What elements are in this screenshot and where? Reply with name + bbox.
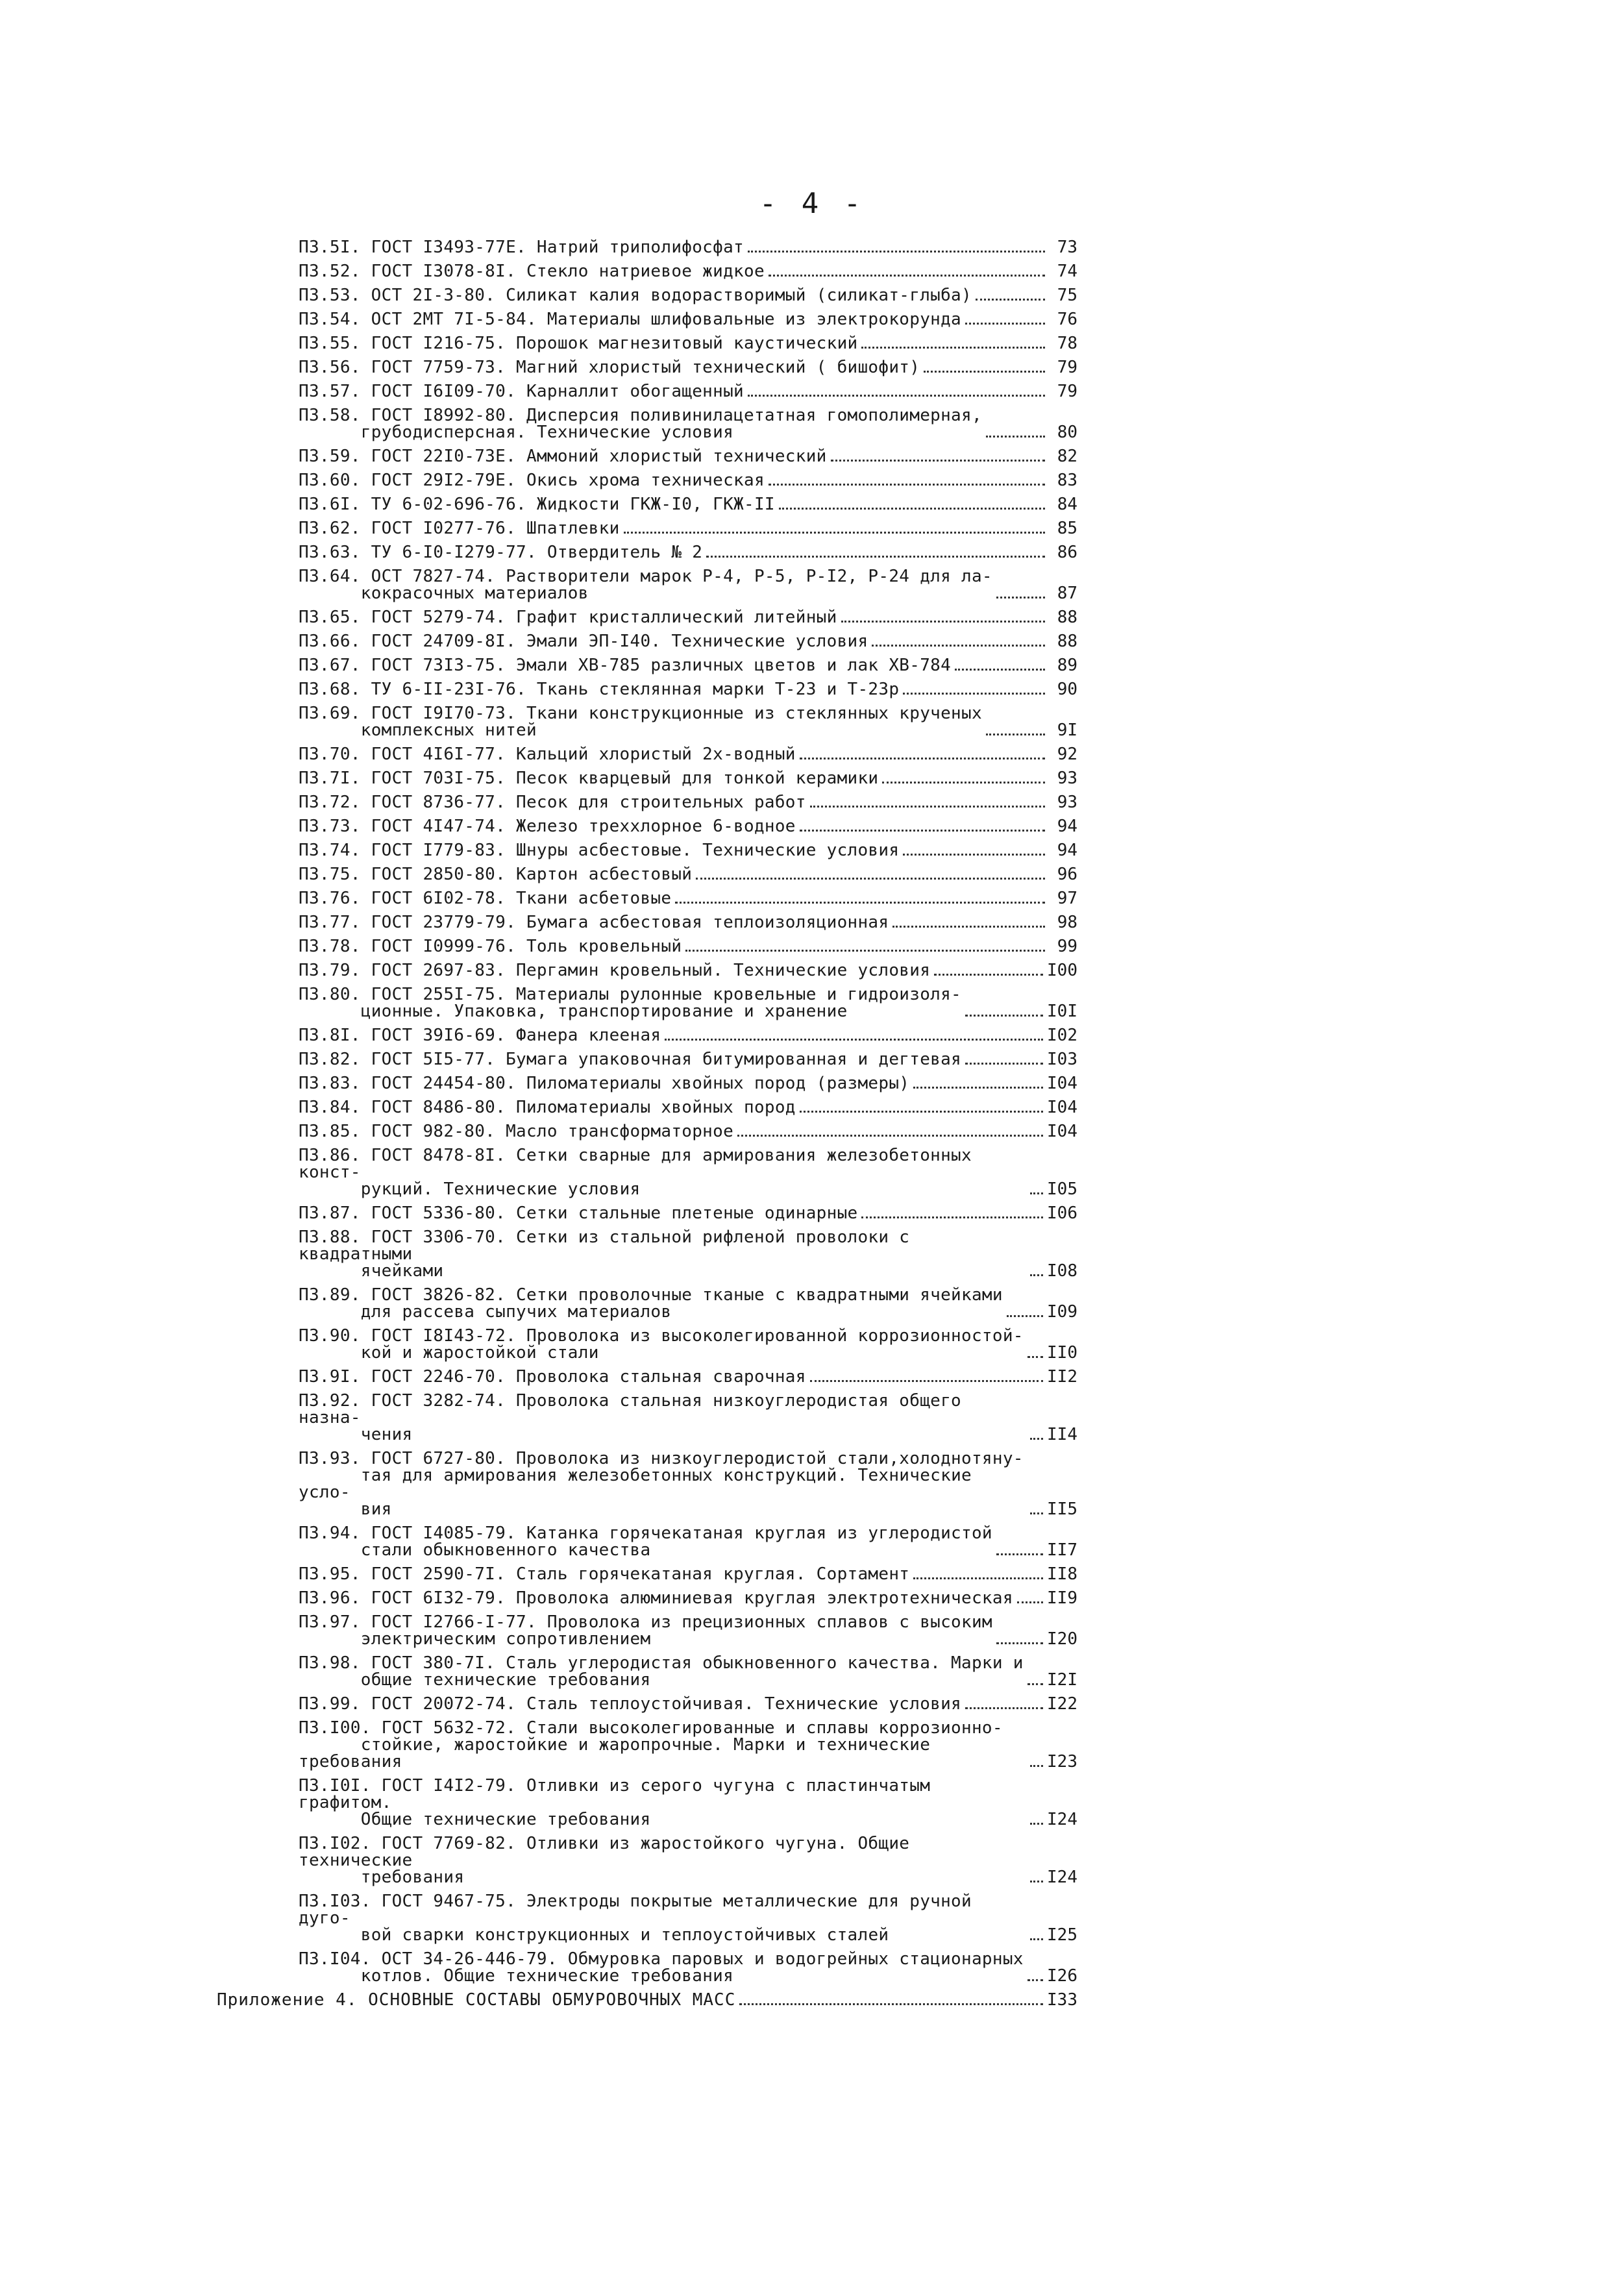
toc-entry-page: 75 bbox=[1057, 286, 1077, 305]
toc-entry bbox=[299, 1655, 1077, 1688]
toc-entry bbox=[299, 287, 1077, 304]
dot-leader bbox=[1017, 1601, 1043, 1603]
toc-entry bbox=[299, 770, 1077, 787]
toc-entry-page: 96 bbox=[1057, 865, 1077, 884]
toc-entry-title: ПЗ.90. ГОСТ I8I43-72. Проволока из высоколегированной коррозионностой- кой и жаростойкой стали bbox=[299, 1326, 1024, 1363]
toc-entry-page: II8 bbox=[1047, 1564, 1077, 1584]
appendix-entry bbox=[217, 1992, 1077, 2008]
dot-leader bbox=[1027, 1979, 1043, 1981]
toc-entry-title: ПЗ.62. ГОСТ I0277-76. Шпатлевки bbox=[299, 519, 620, 538]
dot-leader bbox=[1030, 1881, 1043, 1882]
toc-entry bbox=[299, 1590, 1077, 1607]
toc-entry-title: ПЗ.75. ГОСТ 2850-80. Картон асбестовый bbox=[299, 865, 693, 884]
dot-leader bbox=[872, 645, 1045, 647]
toc-entry bbox=[299, 1287, 1077, 1320]
toc-entry bbox=[299, 263, 1077, 280]
dot-leader bbox=[1027, 1683, 1043, 1685]
dot-leader bbox=[1007, 1315, 1043, 1317]
toc-entry bbox=[299, 657, 1077, 674]
toc-entry-page: I20 bbox=[1047, 1629, 1077, 1649]
dot-leader bbox=[996, 1642, 1043, 1644]
toc-entry-title: ПЗ.85. ГОСТ 982-80. Масло трансформаторное bbox=[299, 1122, 734, 1141]
toc-entry-page: II7 bbox=[1047, 1540, 1077, 1560]
toc-entry bbox=[299, 890, 1077, 907]
toc-entry bbox=[299, 633, 1077, 650]
dot-leader bbox=[1030, 1765, 1043, 1767]
toc-entry bbox=[299, 568, 1077, 602]
toc-entry-page: 88 bbox=[1057, 632, 1077, 651]
toc-entry-title: ПЗ.94. ГОСТ I4085-79. Катанка горячекатаная круглая из углеродистой стали обыкновенного качества bbox=[299, 1524, 992, 1560]
toc-entry-title: ПЗ.80. ГОСТ 255I-75. Материалы рулонные кровельные и гидроизоля- ционные. Упаковка, транспортирование и хранение bbox=[299, 985, 962, 1021]
toc-entry-page: I33 bbox=[1047, 1990, 1077, 2010]
toc-entry-page: 83 bbox=[1057, 471, 1077, 490]
dot-leader bbox=[1030, 1938, 1043, 1940]
toc-entry-page: 94 bbox=[1057, 817, 1077, 836]
dot-leader bbox=[800, 1111, 1043, 1113]
toc-entry bbox=[299, 962, 1077, 979]
toc-entry bbox=[299, 746, 1077, 763]
dot-leader bbox=[1030, 1192, 1043, 1194]
toc-entry bbox=[299, 1614, 1077, 1647]
toc-entry-title: ПЗ.78. ГОСТ I0999-76. Толь кровельный bbox=[299, 937, 682, 956]
toc-entry-page: I24 bbox=[1047, 1868, 1077, 1887]
toc-entry-title: ПЗ.79. ГОСТ 2697-83. Пергамин кровельный. Технические условия bbox=[299, 961, 931, 980]
dot-leader bbox=[965, 1063, 1043, 1065]
toc-entry bbox=[299, 1205, 1077, 1222]
toc-entry bbox=[299, 1099, 1077, 1116]
toc-entry-page: II2 bbox=[1047, 1367, 1077, 1387]
toc-entry-title: ПЗ.77. ГОСТ 23779-79. Бумага асбестовая теплоизоляционная bbox=[299, 913, 889, 932]
toc-entry-title: ПЗ.5I. ГОСТ I3493-77Е. Натрий триполифосфат bbox=[299, 238, 744, 257]
toc-entry-page: II4 bbox=[1047, 1425, 1077, 1444]
toc-entry bbox=[299, 383, 1077, 400]
toc-entry-title: ПЗ.53. ОСТ 2I-3-80. Силикат калия водорастворимый (силикат-глыба) bbox=[299, 286, 972, 305]
toc-entry bbox=[299, 866, 1077, 883]
toc-entry bbox=[299, 794, 1077, 811]
dot-leader bbox=[1030, 1274, 1043, 1276]
toc-entry-page: 80 bbox=[1057, 423, 1077, 442]
toc-entry-title: ПЗ.I0I. ГОСТ I4I2-79. Отливки из серого чугуна с пластинчатым графитом. Общие технические требования bbox=[299, 1776, 931, 1829]
toc-entry-page: 93 bbox=[1057, 769, 1077, 788]
dot-leader bbox=[1030, 1438, 1043, 1440]
toc-entry-page: 86 bbox=[1057, 543, 1077, 562]
toc-entry bbox=[299, 496, 1077, 513]
dot-leader bbox=[1030, 1823, 1043, 1825]
toc-entry bbox=[299, 1368, 1077, 1385]
toc-entry-page: I08 bbox=[1047, 1261, 1077, 1281]
toc-entry-page: 89 bbox=[1057, 656, 1077, 675]
toc-entry-title: ПЗ.84. ГОСТ 8486-80. Пиломатериалы хвойных пород bbox=[299, 1098, 796, 1117]
toc-entry-title: Приложение 4. ОСНОВНЫЕ СОСТАВЫ ОБМУРОВОЧНЫХ МАСС bbox=[217, 1990, 736, 2010]
toc-entry-page: 87 bbox=[1057, 584, 1077, 603]
toc-entry-title: ПЗ.I04. ОСТ 34-26-446-79. Обмуровка паровых и водогрейных стационарных котлов. Общие технические требования bbox=[299, 1949, 1024, 1986]
table-of-contents bbox=[217, 238, 1077, 2016]
toc-entry-page: 84 bbox=[1057, 495, 1077, 514]
toc-entry-page: 76 bbox=[1057, 310, 1077, 329]
toc-entry bbox=[299, 986, 1077, 1020]
toc-entry-page: 73 bbox=[1057, 238, 1077, 257]
toc-entry bbox=[299, 1566, 1077, 1583]
dot-leader bbox=[882, 782, 1045, 784]
toc-entry-page: 98 bbox=[1057, 913, 1077, 932]
toc-entry-page: I23 bbox=[1047, 1752, 1077, 1771]
toc-entry bbox=[299, 407, 1077, 441]
dot-leader bbox=[748, 251, 1045, 253]
toc-entry bbox=[299, 1051, 1077, 1068]
toc-entry bbox=[299, 681, 1077, 698]
dot-leader bbox=[965, 323, 1045, 325]
toc-entry-page: I04 bbox=[1047, 1074, 1077, 1093]
toc-entry bbox=[299, 1392, 1077, 1443]
toc-entry-title: ПЗ.I03. ГОСТ 9467-75. Электроды покрытые металлические для ручной дуго- вой сварки конструкционных и теплоустойчивых сталей bbox=[299, 1892, 972, 1945]
dot-leader bbox=[986, 436, 1045, 438]
dot-leader bbox=[841, 621, 1045, 623]
toc-entry-title: ПЗ.82. ГОСТ 5I5-77. Бумага упаковочная битумированная и дегтевая bbox=[299, 1050, 962, 1069]
toc-entry-page: II9 bbox=[1047, 1588, 1077, 1608]
toc-entry bbox=[299, 1147, 1077, 1198]
toc-entry-title: ПЗ.55. ГОСТ I216-75. Порошок магнезитовый каустический bbox=[299, 334, 858, 353]
toc-entry bbox=[299, 1893, 1077, 1944]
toc-entry bbox=[299, 1525, 1077, 1559]
toc-entry-page: I04 bbox=[1047, 1098, 1077, 1117]
toc-entry bbox=[299, 818, 1077, 835]
toc-entry-title: ПЗ.69. ГОСТ I9I70-73. Ткани конструкционные из стеклянных крученых комплексных нитей bbox=[299, 704, 982, 740]
dot-leader bbox=[924, 371, 1045, 373]
toc-entry-title: ПЗ.93. ГОСТ 6727-80. Проволока из низкоуглеродистой стали,холоднотяну- тая для армирования железобетонных конструкций. Технические усло- вия bbox=[299, 1449, 1024, 1519]
dot-leader bbox=[748, 395, 1045, 397]
toc-entry bbox=[299, 1229, 1077, 1279]
toc-entry-title: ПЗ.96. ГОСТ 6I32-79. Проволока алюминиевая круглая электротехническая bbox=[299, 1588, 1013, 1608]
toc-entry-title: ПЗ.I00. ГОСТ 5632-72. Стали высоколегированные и сплавы коррозионно- стойкие, жаростойкие и жаропрочные. Марки и технические требования bbox=[299, 1718, 1003, 1771]
toc-entry-page: 78 bbox=[1057, 334, 1077, 353]
toc-entry-title: ПЗ.68. ТУ 6-II-23I-76. Ткань стеклянная марки Т-23 и Т-23р bbox=[299, 680, 900, 699]
dot-leader bbox=[965, 1015, 1043, 1017]
toc-entry-title: ПЗ.6I. ТУ 6-02-696-76. Жидкости ГКЖ-I0, ГКЖ-II bbox=[299, 495, 775, 514]
toc-entry bbox=[299, 472, 1077, 489]
dot-leader bbox=[913, 1087, 1043, 1089]
toc-entry-title: ПЗ.56. ГОСТ 7759-73. Магний хлористый технический ( бишофит) bbox=[299, 358, 920, 377]
toc-entry-page: 79 bbox=[1057, 382, 1077, 401]
toc-entry-page: 99 bbox=[1057, 937, 1077, 956]
toc-entry-title: ПЗ.70. ГОСТ 4I6I-77. Кальций хлористый 2х-водный bbox=[299, 745, 796, 764]
toc-entry-page: II0 bbox=[1047, 1343, 1077, 1363]
toc-entry-title: ПЗ.73. ГОСТ 4I47-74. Железо треххлорное 6-водное bbox=[299, 817, 796, 836]
dot-leader bbox=[769, 484, 1045, 486]
toc-entry-page: 97 bbox=[1057, 889, 1077, 908]
dot-leader bbox=[996, 597, 1045, 599]
toc-entry-page: I24 bbox=[1047, 1810, 1077, 1829]
toc-entry-title: ПЗ.52. ГОСТ I3078-8I. Стекло натриевое жидкое bbox=[299, 262, 765, 281]
toc-entry bbox=[299, 609, 1077, 626]
dot-leader bbox=[861, 347, 1045, 349]
toc-entry-title: ПЗ.65. ГОСТ 5279-74. Графит кристаллический литейный bbox=[299, 608, 837, 627]
toc-entry bbox=[299, 448, 1077, 465]
toc-entry-title: ПЗ.76. ГОСТ 6I02-78. Ткани асбетовые bbox=[299, 889, 672, 908]
toc-entry-title: ПЗ.98. ГОСТ 380-7I. Сталь углеродистая обыкновенного качества. Марки и общие технические требования bbox=[299, 1653, 1024, 1690]
dot-leader bbox=[892, 926, 1045, 928]
dot-leader bbox=[831, 460, 1045, 462]
toc-entry-title: ПЗ.86. ГОСТ 8478-8I. Сетки сварные для армирования железобетонных конст- рукций. Технические условия bbox=[299, 1146, 972, 1199]
toc-entry-title: ПЗ.99. ГОСТ 20072-74. Сталь теплоустойчивая. Технические условия bbox=[299, 1694, 962, 1714]
toc-entry bbox=[299, 1835, 1077, 1886]
toc-entry-page: I09 bbox=[1047, 1302, 1077, 1322]
toc-entry-title: ПЗ.67. ГОСТ 73I3-75. Эмали ХВ-785 различных цветов и лак ХВ-784 bbox=[299, 656, 952, 675]
toc-entry-page: I2I bbox=[1047, 1670, 1077, 1690]
toc-entry-title: ПЗ.72. ГОСТ 8736-77. Песок для строительных работ bbox=[299, 793, 806, 812]
toc-entry bbox=[299, 311, 1077, 328]
toc-entry bbox=[299, 1696, 1077, 1712]
dot-leader bbox=[976, 299, 1045, 301]
toc-entry bbox=[299, 1075, 1077, 1092]
dot-leader bbox=[934, 974, 1043, 976]
dot-leader bbox=[996, 1553, 1043, 1555]
toc-entry-title: ПЗ.59. ГОСТ 22I0-73Е. Аммоний хлористый технический bbox=[299, 447, 827, 466]
dot-leader bbox=[810, 806, 1045, 808]
toc-entry-title: ПЗ.9I. ГОСТ 2246-70. Проволока стальная сварочная bbox=[299, 1367, 806, 1387]
toc-entry bbox=[299, 1027, 1077, 1044]
toc-entry bbox=[299, 1327, 1077, 1361]
dot-leader bbox=[1027, 1356, 1043, 1358]
toc-entry-page: I02 bbox=[1047, 1026, 1077, 1045]
toc-entry-page: I22 bbox=[1047, 1694, 1077, 1714]
dot-leader bbox=[1030, 1512, 1043, 1514]
toc-entry-title: ПЗ.92. ГОСТ 3282-74. Проволока стальная низкоуглеродистая общего назна- чения bbox=[299, 1391, 962, 1444]
dot-leader bbox=[675, 902, 1045, 904]
toc-entry-page: I03 bbox=[1047, 1050, 1077, 1069]
dot-leader bbox=[624, 532, 1045, 534]
toc-entry-page: I0I bbox=[1047, 1002, 1077, 1021]
toc-entry-title: ПЗ.64. ОСТ 7827-74. Растворители марок Р-4, Р-5, Р-I2, Р-24 для ла- кокрасочных материалов bbox=[299, 567, 992, 603]
toc-entry-page: 85 bbox=[1057, 519, 1077, 538]
toc-entry bbox=[299, 705, 1077, 739]
toc-entry-title: ПЗ.I02. ГОСТ 7769-82. Отливки из жаростойкого чугуна. Общие технические требования bbox=[299, 1834, 910, 1887]
toc-entry bbox=[299, 914, 1077, 931]
toc-entry bbox=[299, 1720, 1077, 1770]
toc-entry-page: I04 bbox=[1047, 1122, 1077, 1141]
dot-leader bbox=[739, 2003, 1043, 2005]
toc-entry-page: I00 bbox=[1047, 961, 1077, 980]
toc-entry-page: 92 bbox=[1057, 745, 1077, 764]
dot-leader bbox=[800, 830, 1045, 832]
toc-entry-title: ПЗ.58. ГОСТ I8992-80. Дисперсия поливинилацетатная гомополимерная, грубодисперсная. Технические условия bbox=[299, 406, 982, 442]
dot-leader bbox=[965, 1707, 1043, 1709]
toc-entry-title: ПЗ.8I. ГОСТ 39I6-69. Фанера клееная bbox=[299, 1026, 661, 1045]
toc-entry-title: ПЗ.7I. ГОСТ 703I-75. Песок кварцевый для тонкой керамики bbox=[299, 769, 879, 788]
toc-entry-page: 93 bbox=[1057, 793, 1077, 812]
toc-entry-page: I25 bbox=[1047, 1925, 1077, 1945]
toc-entry-page: 79 bbox=[1057, 358, 1077, 377]
dot-leader bbox=[861, 1216, 1043, 1218]
dot-leader bbox=[737, 1135, 1043, 1137]
toc-entry bbox=[299, 359, 1077, 376]
dot-leader bbox=[685, 950, 1045, 952]
toc-entry-page: I05 bbox=[1047, 1179, 1077, 1199]
dot-leader bbox=[903, 854, 1045, 856]
toc-entry bbox=[299, 520, 1077, 537]
toc-entry-title: ПЗ.88. ГОСТ 3306-70. Сетки из стальной рифленой проволоки с квадратными ячейками bbox=[299, 1228, 910, 1281]
toc-entry-title: ПЗ.95. ГОСТ 2590-7I. Сталь горячекатаная круглая. Сортамент bbox=[299, 1564, 910, 1584]
dot-leader bbox=[903, 693, 1045, 695]
toc-entry bbox=[299, 842, 1077, 859]
dot-leader bbox=[779, 508, 1045, 510]
dot-leader bbox=[665, 1039, 1043, 1041]
dot-leader bbox=[810, 1380, 1043, 1382]
toc-entry bbox=[299, 335, 1077, 352]
toc-entry-page: I26 bbox=[1047, 1966, 1077, 1986]
dot-leader bbox=[986, 734, 1045, 735]
toc-entry-title: ПЗ.57. ГОСТ I6I09-70. Карналлит обогащенный bbox=[299, 382, 744, 401]
toc-entry bbox=[299, 544, 1077, 561]
toc-entry-title: ПЗ.74. ГОСТ I779-83. Шнуры асбестовые. Технические условия bbox=[299, 841, 900, 860]
toc-entry-page: 88 bbox=[1057, 608, 1077, 627]
page-number: - 4 - bbox=[759, 187, 865, 220]
dot-leader bbox=[769, 275, 1045, 277]
toc-entry-title: ПЗ.54. ОСТ 2МТ 7I-5-84. Материалы шлифовальные из электрокорунда bbox=[299, 310, 962, 329]
toc-entry-page: 9I bbox=[1057, 721, 1077, 740]
toc-entry bbox=[299, 1123, 1077, 1140]
toc-entry bbox=[299, 1951, 1077, 1984]
dot-leader bbox=[955, 669, 1045, 671]
dot-leader bbox=[913, 1577, 1043, 1579]
toc-entry-title: ПЗ.83. ГОСТ 24454-80. Пиломатериалы хвойных пород (размеры) bbox=[299, 1074, 910, 1093]
toc-entry-title: ПЗ.89. ГОСТ 3826-82. Сетки проволочные тканые с квадратными ячейками для рассева сыпучих материалов bbox=[299, 1285, 1003, 1322]
toc-entry-page: 74 bbox=[1057, 262, 1077, 281]
dot-leader bbox=[800, 758, 1045, 759]
toc-entry bbox=[299, 239, 1077, 256]
toc-entry-title: ПЗ.66. ГОСТ 24709-8I. Эмали ЭП-I40. Технические условия bbox=[299, 632, 868, 651]
toc-entry-page: 90 bbox=[1057, 680, 1077, 699]
toc-entry bbox=[299, 938, 1077, 955]
toc-entry-title: ПЗ.60. ГОСТ 29I2-79Е. Окись хрома техническая bbox=[299, 471, 765, 490]
toc-entry-page: I06 bbox=[1047, 1203, 1077, 1223]
toc-entry-title: ПЗ.63. ТУ 6-I0-I279-77. Отвердитель № 2 bbox=[299, 543, 703, 562]
dot-leader bbox=[696, 878, 1045, 880]
toc-entry bbox=[299, 1777, 1077, 1828]
toc-entry-title: ПЗ.97. ГОСТ I2766-I-77. Проволока из прецизионных сплавов с высоким электрическим сопротивлением bbox=[299, 1612, 992, 1649]
toc-entry-page: II5 bbox=[1047, 1499, 1077, 1519]
dot-leader bbox=[706, 556, 1045, 558]
toc-entry-title: ПЗ.87. ГОСТ 5336-80. Сетки стальные плетеные одинарные bbox=[299, 1203, 858, 1223]
toc-entry bbox=[299, 1450, 1077, 1518]
toc-entry-page: 94 bbox=[1057, 841, 1077, 860]
toc-entry-page: 82 bbox=[1057, 447, 1077, 466]
